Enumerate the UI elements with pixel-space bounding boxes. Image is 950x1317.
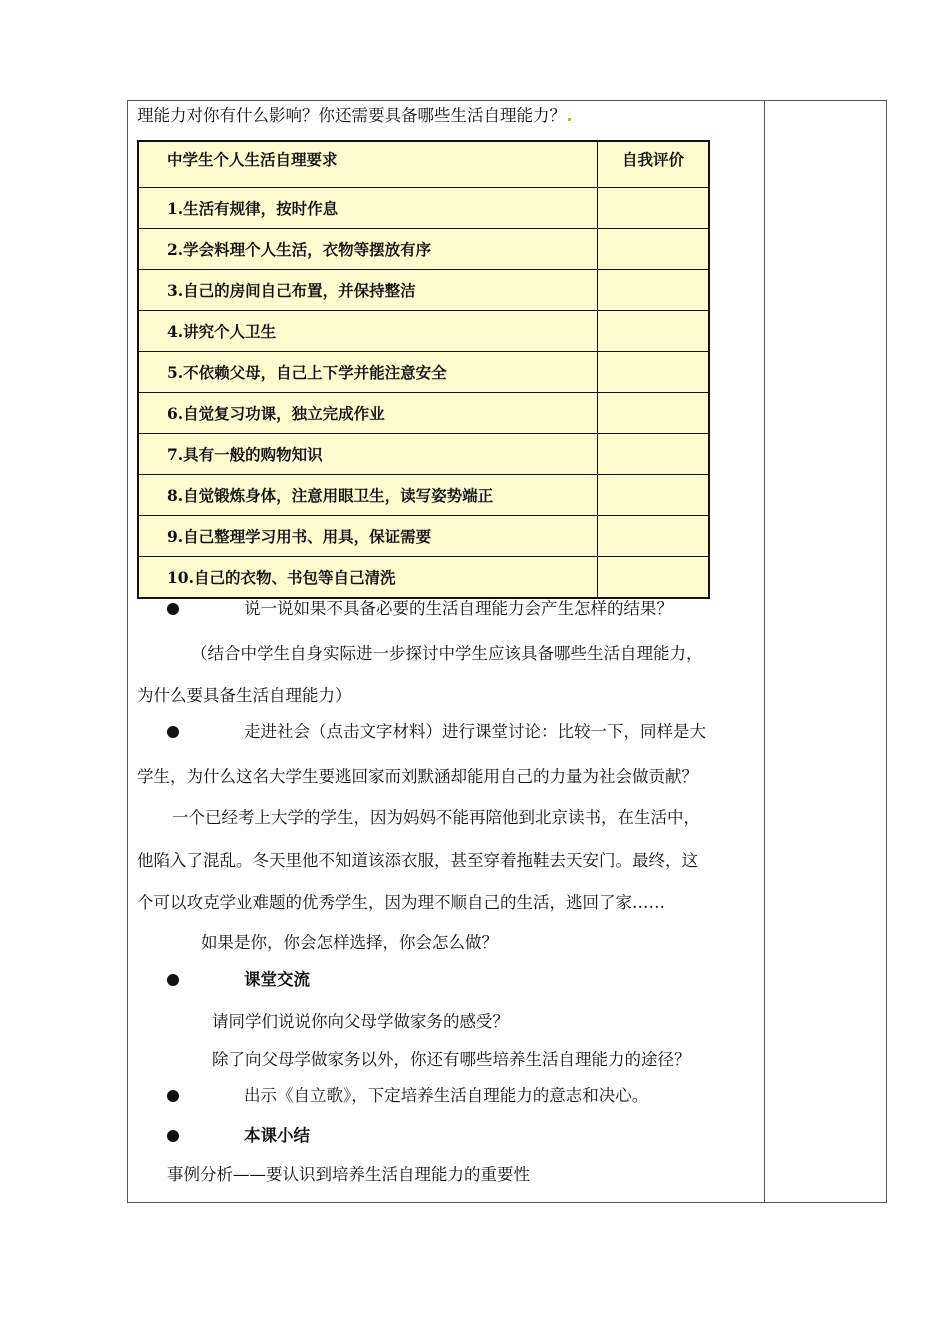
requirement-cell: 5.不依赖父母，自己上下学并能注意安全: [138, 352, 598, 393]
table-row: [138, 393, 709, 434]
evaluation-cell: [598, 229, 710, 270]
table-row: [138, 188, 709, 229]
story-line-3: 个可以攻克学业难题的优秀学生，因为理不顺自己的生活，逃回了家……: [137, 893, 665, 912]
bullet-lesson-summary: 本课小结: [244, 1126, 310, 1145]
evaluation-cell: [598, 393, 710, 434]
intro-line: [137, 104, 573, 128]
evaluation-cell: [598, 270, 710, 311]
header-self-evaluation: 自我评价: [598, 141, 710, 188]
bullet-society-line-2: 学生，为什么这名大学生要逃回家而刘默涵却能用自己的力量为社会做贡献？: [137, 767, 698, 786]
requirement-cell: 8.自觉锻炼身体，注意用眼卫生，读写姿势端正: [138, 475, 598, 516]
requirement-cell: 3.自己的房间自己布置，并保持整洁: [138, 270, 598, 311]
requirement-cell: 1.生活有规律，按时作息: [138, 188, 598, 229]
evaluation-cell: [598, 434, 710, 475]
evaluation-cell: [598, 557, 710, 599]
table-row: [138, 557, 709, 599]
table-row: [138, 475, 709, 516]
requirement-cell: 7.具有一般的购物知识: [138, 434, 598, 475]
bullet-icon: [167, 1090, 179, 1102]
question-line: 如果是你，你会怎样选择，你会怎么做？: [201, 933, 498, 952]
bullet-icon: [167, 1130, 179, 1142]
bullet-icon: [167, 603, 179, 615]
bullet-discuss-consequences: 说一说如果不具备必要的生活自理能力会产生怎样的结果？: [244, 599, 673, 618]
table-row: [138, 516, 709, 557]
requirement-cell: 4.讲究个人卫生: [138, 311, 598, 352]
requirement-cell: 6.自觉复习功课，独立完成作业: [138, 393, 598, 434]
column-divider: [764, 101, 765, 1202]
evaluation-cell: [598, 352, 710, 393]
evaluation-cell: [598, 475, 710, 516]
table-row: [138, 352, 709, 393]
table-row: [138, 270, 709, 311]
table-header-row: [138, 141, 709, 188]
requirement-cell: 2.学会料理个人生活，衣物等摆放有序: [138, 229, 598, 270]
table-row: [138, 434, 709, 475]
bullet-class-exchange: 课堂交流: [244, 970, 310, 989]
edit-mark: [568, 118, 571, 121]
table-row: [138, 229, 709, 270]
exchange-line-2: 除了向父母学做家务以外，你还有哪些培养生活自理能力的途径？: [212, 1050, 691, 1069]
header-requirements: 中学生个人生活自理要求: [138, 141, 598, 188]
self-care-table: [137, 140, 710, 599]
bullet-icon: [167, 974, 179, 986]
exchange-line-1: 请同学们说说你向父母学做家务的感受？: [212, 1012, 509, 1031]
intro-text: 理能力对你有什么影响？你还需要具备哪些生活自理能力？: [137, 106, 566, 125]
note-line-2: 为什么要具备生活自理能力）: [137, 686, 352, 705]
bullet-icon: [167, 726, 179, 738]
requirement-cell: 9.自己整理学习用书、用具，保证需要: [138, 516, 598, 557]
story-line-1: 一个已经考上大学的学生，因为妈妈不能再陪他到北京读书，在生活中，: [172, 808, 700, 827]
evaluation-cell: [598, 188, 710, 229]
bullet-self-reliance-song: 出示《自立歌》，下定培养生活自理能力的意志和决心。: [244, 1086, 649, 1105]
evaluation-cell: [598, 516, 710, 557]
story-line-2: 他陷入了混乱。冬天里他不知道该添衣服，甚至穿着拖鞋去天安门。最终，这: [137, 851, 698, 870]
table-row: [138, 311, 709, 352]
summary-line: 事例分析——要认识到培养生活自理能力的重要性: [167, 1165, 530, 1184]
evaluation-cell: [598, 311, 710, 352]
requirement-cell: 10.自己的衣物、书包等自己清洗: [138, 557, 598, 599]
bullet-society-line-1: 走进社会（点击文字材料）进行课堂讨论：比较一下，同样是大: [244, 722, 706, 741]
note-line-1: （结合中学生自身实际进一步探讨中学生应该具备哪些生活自理能力，: [191, 644, 703, 663]
